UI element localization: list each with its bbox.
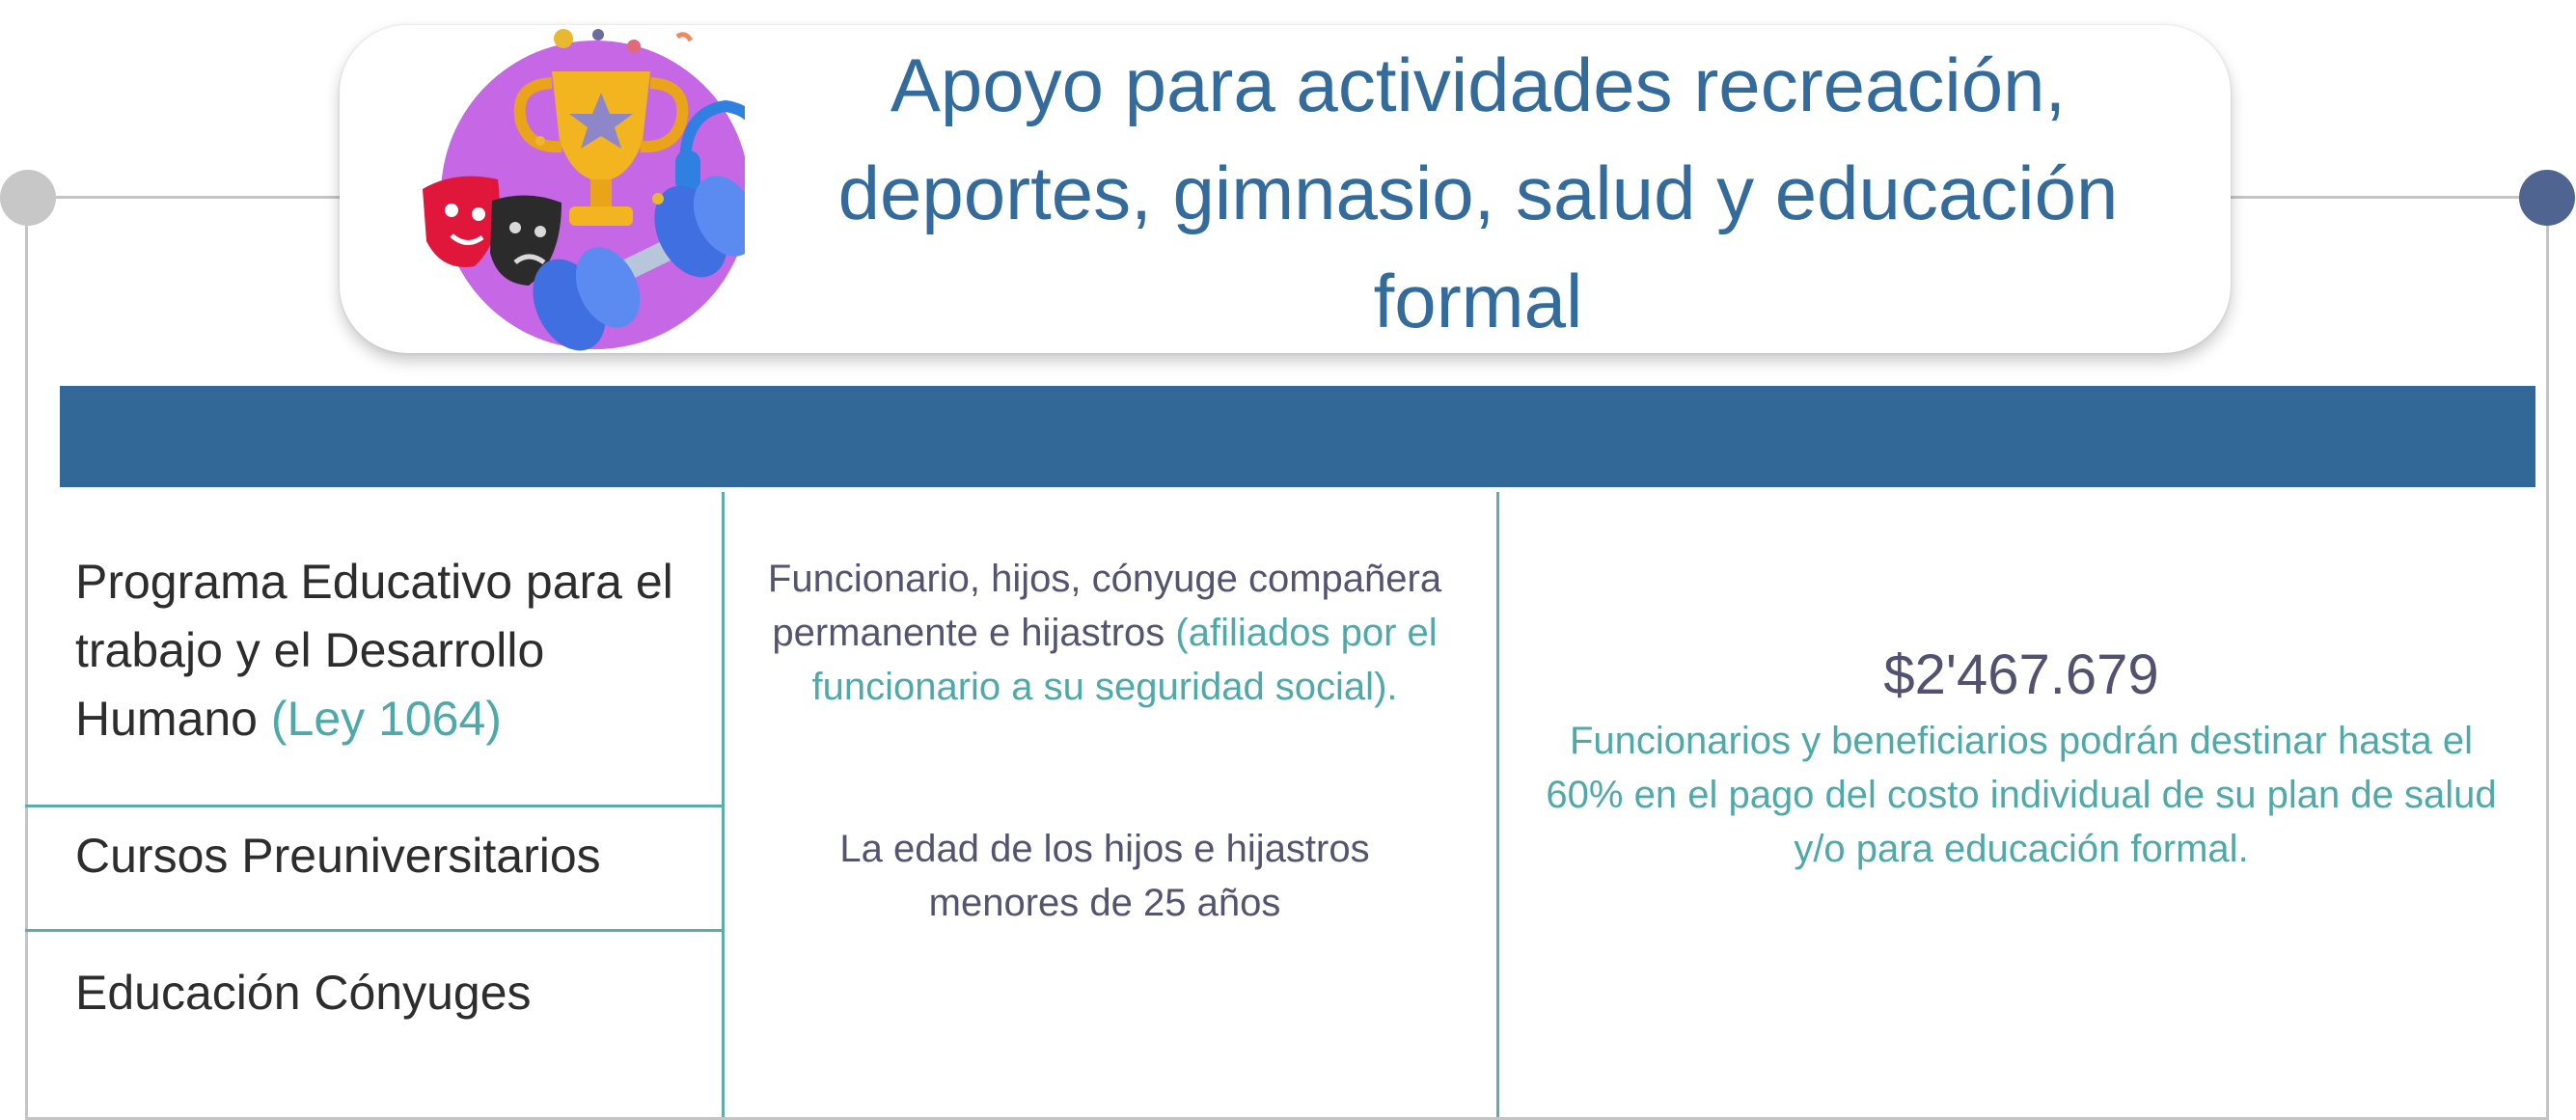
program-item-conyuges: [75, 959, 693, 1027]
recreation-collage-icon: [397, 25, 745, 358]
amount-value: $2'467.679: [1883, 643, 2159, 706]
connector-dot-right: [2519, 170, 2575, 226]
program-item-educativo: [75, 548, 693, 753]
page-title: [764, 39, 2192, 347]
row-divider-1: [25, 805, 722, 807]
amount-note: Funcionarios y beneficiarios podrán destinar hasta el 60% en el pago del costo individual de su plan de salud y/o para educación formal.: [1546, 720, 2497, 870]
beneficiaries-main: Funcionario, hijos, cónyuge compañera permanente e hijastros: [767, 558, 1442, 654]
title-line-1: Apoyo para actividades recreación,: [890, 42, 2067, 127]
title-card: [340, 25, 2231, 353]
title-line-3: formal: [1373, 259, 1583, 343]
connector-dot-left: [0, 170, 56, 226]
frame-line-top-right: [2229, 196, 2523, 199]
age-note: La edad de los hijos e hijastros menores de 25 años: [839, 828, 1370, 924]
title-line-2: deportes, gimnasio, salud y educación: [837, 150, 2119, 235]
beneficiaries-highlight: (afiliados por el funcionario a su seguridad social).: [811, 612, 1438, 708]
amount-block: [1524, 637, 2518, 876]
column-divider-1: [722, 492, 725, 1117]
beneficiaries-text: [733, 552, 1476, 714]
frame-line-left: [25, 198, 28, 1120]
program-label: Cursos Preuniversitarios: [75, 829, 601, 883]
program-item-preuniversitarios: [75, 822, 693, 890]
program-label: Programa Educativo para el trabajo y el Desarrollo Humano: [75, 555, 673, 746]
row-divider-2: [25, 929, 722, 932]
frame-line-right: [2546, 198, 2549, 1120]
column-divider-2: [1496, 492, 1499, 1117]
frame-line-top-left: [56, 196, 345, 199]
program-label: Educación Cónyuges: [75, 966, 532, 1020]
table-header-bar: [60, 386, 2535, 487]
program-law-reference: (Ley 1064): [270, 692, 502, 746]
